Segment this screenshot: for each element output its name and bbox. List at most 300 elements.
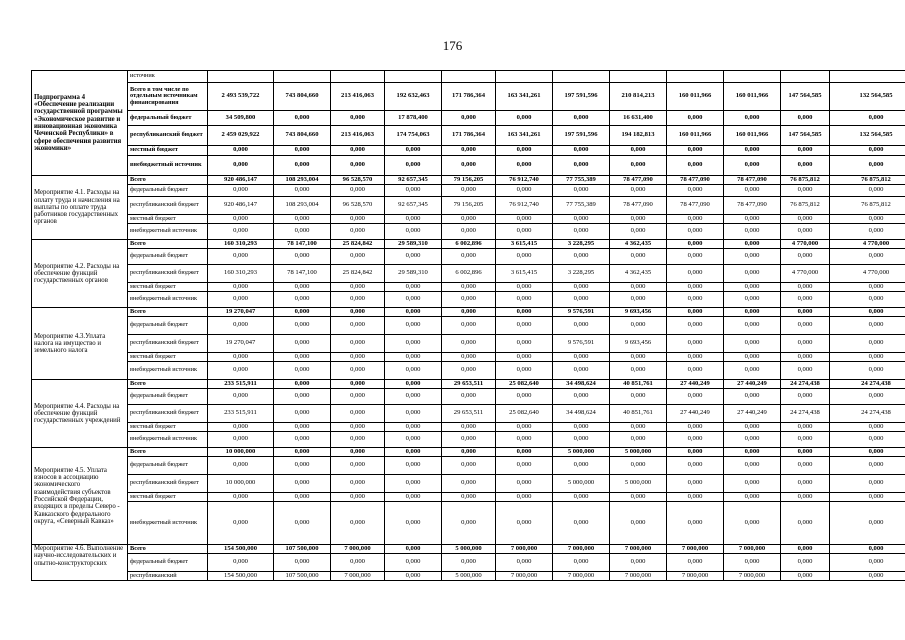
- amount-cell: 0,000: [274, 448, 331, 457]
- amount-cell: 76 912,740: [496, 176, 553, 185]
- amount-cell: 194 182,813: [610, 126, 667, 146]
- amount-cell: 0,000: [496, 423, 553, 432]
- amount-cell: 0,000: [442, 292, 496, 308]
- amount-cell: 0,000: [553, 224, 610, 240]
- amount-cell: 0,000: [442, 432, 496, 448]
- amount-cell: 0,000: [442, 146, 496, 156]
- amount-cell: 19 270,047: [208, 335, 274, 353]
- amount-cell: 0,000: [724, 156, 781, 176]
- amount-cell: 3 228,295: [553, 265, 610, 283]
- amount-cell: 0,000: [331, 423, 385, 432]
- amount-cell: 0,000: [385, 292, 442, 308]
- amount-cell: 10 000,000: [208, 448, 274, 457]
- amount-cell: 0,000: [496, 283, 553, 292]
- amount-cell: 197 591,596: [553, 83, 610, 111]
- program-name-cell: Мероприятие 4.4. Расходы на обеспечение функций государственных учреждений: [32, 380, 128, 448]
- amount-cell: 0,000: [208, 493, 274, 502]
- table-row: [32, 362, 905, 380]
- amount-cell: 0,000: [331, 249, 385, 265]
- amount-cell: 0,000: [667, 111, 724, 126]
- amount-cell: 0,000: [724, 224, 781, 240]
- amount-cell: 0,000: [830, 156, 905, 176]
- program-name-cell: Мероприятие 4.1. Расходы на оплату труда и начисления на выплаты по оплате труда работников государственных органов: [32, 176, 128, 240]
- amount-cell: 920 486,147: [208, 197, 274, 215]
- amount-cell: 0,000: [385, 380, 442, 389]
- amount-cell: 147 564,585: [781, 83, 830, 111]
- amount-cell: 34 509,800: [208, 111, 274, 126]
- amount-cell: 0,000: [208, 554, 274, 572]
- amount-cell: 0,000: [385, 249, 442, 265]
- table-row: [32, 249, 905, 265]
- amount-cell: 29 653,511: [442, 380, 496, 389]
- table-row: [32, 335, 905, 353]
- amount-cell: 0,000: [610, 249, 667, 265]
- amount-cell: 0,000: [331, 362, 385, 380]
- amount-cell: 3 615,415: [496, 240, 553, 249]
- table-row: [32, 146, 905, 156]
- funding-source-cell: федеральный бюджет: [128, 185, 208, 197]
- amount-cell: 27 440,249: [724, 380, 781, 389]
- amount-cell: 24 274,438: [781, 380, 830, 389]
- amount-cell: 0,000: [667, 249, 724, 265]
- funding-source-cell: республиканский бюджет: [128, 197, 208, 215]
- amount-cell: 25 082,640: [496, 380, 553, 389]
- amount-cell: 0,000: [496, 502, 553, 545]
- amount-cell: 0,000: [331, 353, 385, 362]
- amount-cell: 0,000: [781, 502, 830, 545]
- table-row: [32, 493, 905, 502]
- amount-cell: 0,000: [667, 502, 724, 545]
- amount-cell: 9 693,456: [610, 308, 667, 317]
- amount-cell: 0,000: [274, 502, 331, 545]
- funding-source-cell: Всего в том числе по отдельным источникам финансирования: [128, 83, 208, 111]
- amount-cell: 0,000: [667, 240, 724, 249]
- amount-cell: 0,000: [667, 432, 724, 448]
- amount-cell: [208, 71, 274, 83]
- amount-cell: 0,000: [781, 146, 830, 156]
- funding-source-cell: Всего: [128, 176, 208, 185]
- amount-cell: 147 564,585: [781, 126, 830, 146]
- amount-cell: 0,000: [667, 457, 724, 475]
- amount-cell: 0,000: [442, 249, 496, 265]
- amount-cell: 0,000: [610, 493, 667, 502]
- amount-cell: 40 851,761: [610, 405, 667, 423]
- amount-cell: 171 786,364: [442, 83, 496, 111]
- amount-cell: 0,000: [667, 362, 724, 380]
- amount-cell: 0,000: [553, 457, 610, 475]
- table-row: [32, 292, 905, 308]
- amount-cell: 7 000,000: [496, 545, 553, 554]
- amount-cell: 0,000: [667, 475, 724, 493]
- amount-cell: 0,000: [553, 215, 610, 224]
- funding-source-cell: федеральный бюджет: [128, 389, 208, 405]
- amount-cell: 0,000: [781, 554, 830, 572]
- amount-cell: 34 498,624: [553, 380, 610, 389]
- amount-cell: 0,000: [553, 146, 610, 156]
- amount-cell: 76 875,812: [830, 197, 905, 215]
- amount-cell: 0,000: [667, 215, 724, 224]
- table-row: [32, 308, 905, 317]
- amount-cell: 0,000: [667, 283, 724, 292]
- amount-cell: 0,000: [781, 448, 830, 457]
- amount-cell: 0,000: [274, 111, 331, 126]
- amount-cell: 0,000: [496, 146, 553, 156]
- amount-cell: 0,000: [385, 493, 442, 502]
- funding-source-cell: Всего: [128, 308, 208, 317]
- amount-cell: 0,000: [724, 111, 781, 126]
- amount-cell: 0,000: [385, 185, 442, 197]
- amount-cell: 0,000: [496, 493, 553, 502]
- amount-cell: 6 002,896: [442, 240, 496, 249]
- amount-cell: 0,000: [724, 317, 781, 335]
- amount-cell: 79 156,205: [442, 197, 496, 215]
- amount-cell: 0,000: [724, 448, 781, 457]
- amount-cell: 0,000: [208, 215, 274, 224]
- amount-cell: 0,000: [442, 353, 496, 362]
- amount-cell: 0,000: [830, 185, 905, 197]
- amount-cell: 0,000: [274, 283, 331, 292]
- amount-cell: 0,000: [667, 448, 724, 457]
- funding-source-cell: внебюджетный источник: [128, 362, 208, 380]
- amount-cell: 7 000,000: [553, 545, 610, 554]
- amount-cell: 0,000: [442, 448, 496, 457]
- amount-cell: 0,000: [385, 146, 442, 156]
- amount-cell: 0,000: [781, 283, 830, 292]
- amount-cell: 0,000: [724, 240, 781, 249]
- funding-source-cell: местный бюджет: [128, 493, 208, 502]
- amount-cell: [331, 71, 385, 83]
- amount-cell: 0,000: [442, 423, 496, 432]
- amount-cell: 27 440,249: [667, 380, 724, 389]
- amount-cell: 160 011,966: [724, 126, 781, 146]
- table-row: [32, 432, 905, 448]
- amount-cell: 78 477,090: [667, 176, 724, 185]
- amount-cell: 0,000: [331, 554, 385, 572]
- amount-cell: 0,000: [830, 283, 905, 292]
- amount-cell: 0,000: [208, 146, 274, 156]
- amount-cell: 0,000: [442, 317, 496, 335]
- amount-cell: 0,000: [830, 224, 905, 240]
- amount-cell: 132 564,585: [830, 83, 905, 111]
- amount-cell: 0,000: [830, 292, 905, 308]
- amount-cell: 0,000: [553, 111, 610, 126]
- amount-cell: 0,000: [442, 308, 496, 317]
- amount-cell: 0,000: [496, 308, 553, 317]
- amount-cell: [610, 71, 667, 83]
- amount-cell: [724, 71, 781, 83]
- table-row: [32, 423, 905, 432]
- amount-cell: 0,000: [667, 308, 724, 317]
- amount-cell: 29 589,310: [385, 265, 442, 283]
- amount-cell: 0,000: [208, 283, 274, 292]
- amount-cell: 0,000: [385, 475, 442, 493]
- amount-cell: 0,000: [610, 423, 667, 432]
- amount-cell: 160 310,293: [208, 240, 274, 249]
- amount-cell: 0,000: [781, 493, 830, 502]
- amount-cell: 78 147,100: [274, 240, 331, 249]
- amount-cell: 10 000,000: [208, 475, 274, 493]
- amount-cell: 0,000: [274, 432, 331, 448]
- amount-cell: 0,000: [442, 335, 496, 353]
- amount-cell: 7 000,000: [724, 572, 781, 581]
- amount-cell: 24 274,438: [830, 405, 905, 423]
- table-row: [32, 197, 905, 215]
- amount-cell: 0,000: [274, 335, 331, 353]
- table-row: [32, 457, 905, 475]
- amount-cell: 0,000: [274, 146, 331, 156]
- amount-cell: 0,000: [385, 353, 442, 362]
- table-row: [32, 317, 905, 335]
- amount-cell: 233 515,911: [208, 380, 274, 389]
- amount-cell: 0,000: [274, 292, 331, 308]
- amount-cell: 920 486,147: [208, 176, 274, 185]
- amount-cell: 0,000: [781, 475, 830, 493]
- table-row: [32, 176, 905, 185]
- amount-cell: [274, 71, 331, 83]
- amount-cell: 7 000,000: [496, 572, 553, 581]
- amount-cell: 0,000: [442, 457, 496, 475]
- table-row: [32, 475, 905, 493]
- amount-cell: 0,000: [274, 405, 331, 423]
- amount-cell: 5 000,000: [553, 475, 610, 493]
- table-row: [32, 502, 905, 545]
- amount-cell: 92 657,345: [385, 197, 442, 215]
- amount-cell: 174 754,063: [385, 126, 442, 146]
- amount-cell: 0,000: [385, 448, 442, 457]
- amount-cell: 5 000,000: [610, 475, 667, 493]
- amount-cell: 0,000: [385, 215, 442, 224]
- amount-cell: 0,000: [208, 156, 274, 176]
- amount-cell: 0,000: [830, 215, 905, 224]
- amount-cell: 0,000: [667, 265, 724, 283]
- amount-cell: 0,000: [331, 308, 385, 317]
- amount-cell: 0,000: [274, 389, 331, 405]
- amount-cell: 0,000: [830, 457, 905, 475]
- amount-cell: 0,000: [331, 475, 385, 493]
- amount-cell: 2 493 539,722: [208, 83, 274, 111]
- amount-cell: 5 000,000: [553, 448, 610, 457]
- amount-cell: 0,000: [724, 502, 781, 545]
- table-row: [32, 545, 905, 554]
- amount-cell: 24 274,438: [781, 405, 830, 423]
- amount-cell: 0,000: [667, 493, 724, 502]
- amount-cell: 0,000: [781, 215, 830, 224]
- amount-cell: 25 824,842: [331, 240, 385, 249]
- amount-cell: 0,000: [385, 362, 442, 380]
- funding-source-cell: республиканский бюджет: [128, 265, 208, 283]
- amount-cell: 160 011,966: [667, 83, 724, 111]
- amount-cell: 0,000: [385, 224, 442, 240]
- funding-source-cell: федеральный бюджет: [128, 317, 208, 335]
- amount-cell: 0,000: [553, 156, 610, 176]
- amount-cell: 0,000: [724, 362, 781, 380]
- amount-cell: 0,000: [830, 554, 905, 572]
- funding-source-cell: республиканский бюджет: [128, 405, 208, 423]
- funding-source-cell: республиканский бюджет: [128, 335, 208, 353]
- amount-cell: 0,000: [724, 493, 781, 502]
- funding-source-cell: внебюджетный источник: [128, 502, 208, 545]
- funding-source-cell: местный бюджет: [128, 423, 208, 432]
- amount-cell: 0,000: [496, 432, 553, 448]
- amount-cell: 0,000: [724, 432, 781, 448]
- amount-cell: 7 000,000: [331, 545, 385, 554]
- amount-cell: 0,000: [385, 389, 442, 405]
- funding-source-cell: федеральный бюджет: [128, 457, 208, 475]
- amount-cell: 0,000: [781, 432, 830, 448]
- amount-cell: 0,000: [442, 502, 496, 545]
- amount-cell: 0,000: [274, 185, 331, 197]
- amount-cell: 0,000: [724, 389, 781, 405]
- amount-cell: 0,000: [274, 249, 331, 265]
- amount-cell: 0,000: [553, 185, 610, 197]
- amount-cell: 0,000: [553, 423, 610, 432]
- amount-cell: 79 156,205: [442, 176, 496, 185]
- funding-source-cell: внебюджетный источник: [128, 224, 208, 240]
- amount-cell: 160 011,966: [667, 126, 724, 146]
- amount-cell: 0,000: [781, 292, 830, 308]
- amount-cell: 0,000: [496, 457, 553, 475]
- amount-cell: 0,000: [781, 389, 830, 405]
- amount-cell: 17 878,400: [385, 111, 442, 126]
- amount-cell: 4 362,435: [610, 240, 667, 249]
- amount-cell: 0,000: [667, 224, 724, 240]
- amount-cell: 160 310,293: [208, 265, 274, 283]
- amount-cell: 107 500,000: [274, 545, 331, 554]
- amount-cell: 0,000: [830, 317, 905, 335]
- amount-cell: 0,000: [385, 502, 442, 545]
- amount-cell: 27 440,249: [667, 405, 724, 423]
- amount-cell: 76 875,812: [781, 197, 830, 215]
- amount-cell: 0,000: [331, 317, 385, 335]
- amount-cell: 0,000: [781, 572, 830, 581]
- amount-cell: 0,000: [385, 432, 442, 448]
- program-name-cell: Мероприятие 4.2. Расходы на обеспечение функций государственных органов: [32, 240, 128, 308]
- table-row: [32, 448, 905, 457]
- amount-cell: 7 000,000: [610, 572, 667, 581]
- amount-cell: 0,000: [610, 502, 667, 545]
- amount-cell: 0,000: [331, 283, 385, 292]
- amount-cell: 19 270,047: [208, 308, 274, 317]
- page-number: 176: [442, 38, 463, 53]
- amount-cell: 0,000: [610, 362, 667, 380]
- amount-cell: 76 912,740: [496, 197, 553, 215]
- amount-cell: 0,000: [781, 249, 830, 265]
- amount-cell: 0,000: [781, 185, 830, 197]
- amount-cell: 0,000: [610, 554, 667, 572]
- amount-cell: 0,000: [274, 224, 331, 240]
- amount-cell: 92 657,345: [385, 176, 442, 185]
- amount-cell: 213 416,063: [331, 126, 385, 146]
- amount-cell: 0,000: [830, 308, 905, 317]
- amount-cell: 0,000: [667, 554, 724, 572]
- amount-cell: 0,000: [610, 389, 667, 405]
- amount-cell: 0,000: [208, 317, 274, 335]
- amount-cell: 0,000: [610, 353, 667, 362]
- amount-cell: 0,000: [442, 224, 496, 240]
- table-row: [32, 265, 905, 283]
- amount-cell: 0,000: [830, 111, 905, 126]
- amount-cell: 108 293,004: [274, 176, 331, 185]
- amount-cell: 0,000: [724, 335, 781, 353]
- amount-cell: 7 000,000: [610, 545, 667, 554]
- amount-cell: [496, 71, 553, 83]
- table-row: [32, 380, 905, 389]
- amount-cell: 0,000: [610, 215, 667, 224]
- amount-cell: 0,000: [208, 185, 274, 197]
- amount-cell: 0,000: [385, 156, 442, 176]
- amount-cell: 0,000: [208, 249, 274, 265]
- amount-cell: 0,000: [385, 423, 442, 432]
- amount-cell: 0,000: [274, 215, 331, 224]
- amount-cell: 0,000: [724, 146, 781, 156]
- program-name-cell: Мероприятие 4.6. Выполнение научно-исследовательских и опытно-конструкторских: [32, 545, 128, 581]
- amount-cell: 0,000: [667, 353, 724, 362]
- amount-cell: 197 591,596: [553, 126, 610, 146]
- table-row: [32, 353, 905, 362]
- funding-source-cell: местный бюджет: [128, 215, 208, 224]
- amount-cell: 0,000: [331, 389, 385, 405]
- amount-cell: 0,000: [667, 423, 724, 432]
- amount-cell: 0,000: [385, 545, 442, 554]
- amount-cell: 0,000: [385, 457, 442, 475]
- amount-cell: 0,000: [208, 362, 274, 380]
- amount-cell: 0,000: [496, 215, 553, 224]
- amount-cell: 0,000: [331, 457, 385, 475]
- funding-source-cell: федеральный бюджет: [128, 111, 208, 126]
- amount-cell: 0,000: [781, 111, 830, 126]
- amount-cell: 0,000: [667, 317, 724, 335]
- amount-cell: 0,000: [442, 111, 496, 126]
- amount-cell: 171 786,364: [442, 126, 496, 146]
- table-row: [32, 111, 905, 126]
- funding-source-cell: республиканский бюджет: [128, 475, 208, 493]
- amount-cell: 108 293,004: [274, 197, 331, 215]
- amount-cell: 0,000: [553, 292, 610, 308]
- amount-cell: 0,000: [496, 353, 553, 362]
- amount-cell: 0,000: [208, 457, 274, 475]
- amount-cell: 0,000: [385, 572, 442, 581]
- amount-cell: 0,000: [331, 502, 385, 545]
- amount-cell: 0,000: [610, 146, 667, 156]
- amount-cell: 0,000: [781, 545, 830, 554]
- amount-cell: 0,000: [208, 292, 274, 308]
- amount-cell: 0,000: [331, 146, 385, 156]
- amount-cell: 0,000: [781, 423, 830, 432]
- amount-cell: 0,000: [331, 185, 385, 197]
- amount-cell: 0,000: [781, 156, 830, 176]
- amount-cell: 0,000: [724, 215, 781, 224]
- amount-cell: 0,000: [830, 335, 905, 353]
- amount-cell: 0,000: [331, 215, 385, 224]
- amount-cell: [830, 71, 905, 83]
- amount-cell: 0,000: [331, 448, 385, 457]
- program-name-cell: Мероприятие 4.3.Уплата налога на имущество и земельного налога: [32, 308, 128, 380]
- amount-cell: [553, 71, 610, 83]
- amount-cell: 0,000: [830, 448, 905, 457]
- amount-cell: 7 000,000: [724, 545, 781, 554]
- amount-cell: 154 500,000: [208, 572, 274, 581]
- funding-source-cell: внебюджетный источник: [128, 432, 208, 448]
- program-name-cell: Мероприятие 4.5. Уплата взносов в ассоциацию экономического взаимодействия субъектов Российской Федерации, входящих в пределы Северо - Кавказского федерального округа, «Северный Кавказ»: [32, 448, 128, 545]
- amount-cell: 0,000: [724, 283, 781, 292]
- amount-cell: 0,000: [781, 335, 830, 353]
- amount-cell: 0,000: [274, 423, 331, 432]
- amount-cell: 0,000: [496, 554, 553, 572]
- amount-cell: 0,000: [553, 353, 610, 362]
- amount-cell: 163 341,261: [496, 83, 553, 111]
- amount-cell: 0,000: [385, 405, 442, 423]
- amount-cell: 24 274,438: [830, 380, 905, 389]
